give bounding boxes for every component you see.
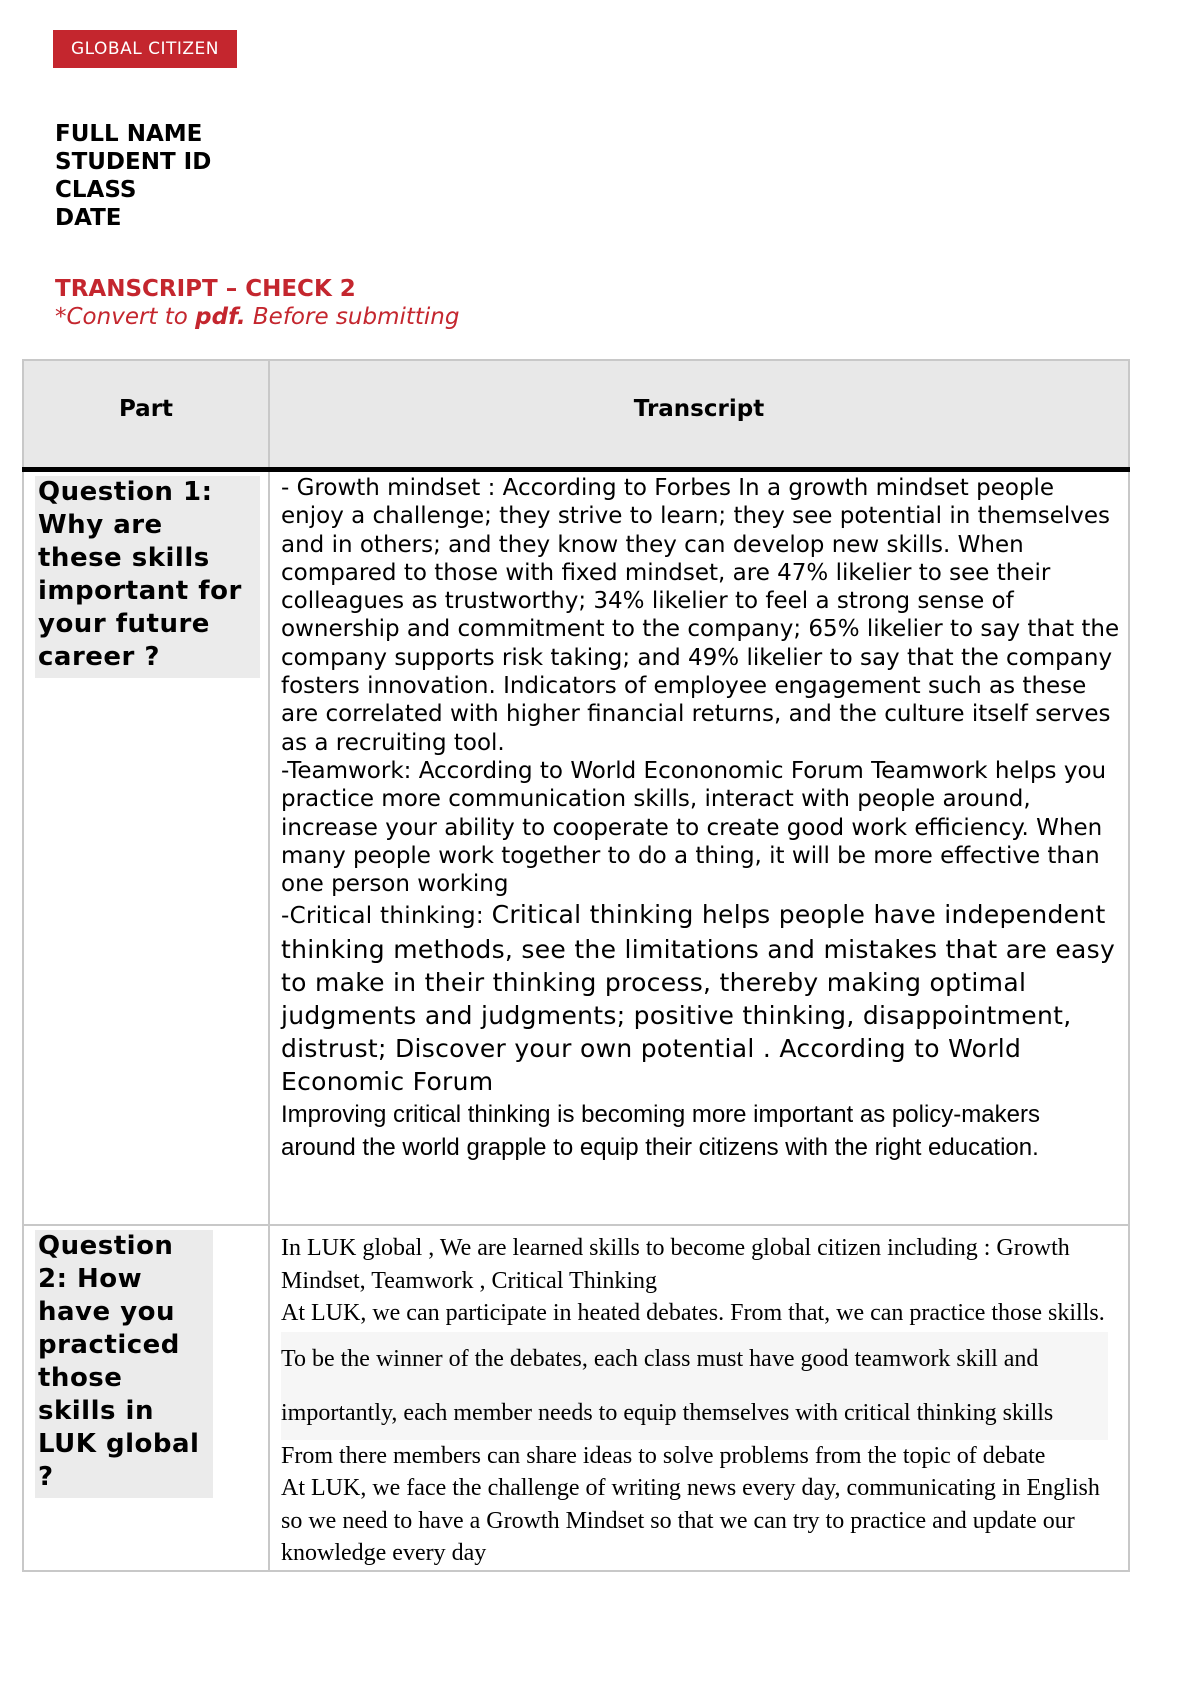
submission-note xyxy=(55,303,459,331)
part-column-header: Part xyxy=(23,360,269,470)
question-2-text: Question 2: How have you practiced those skills in LUK global ? xyxy=(35,1230,213,1498)
answer-2-cell xyxy=(269,1225,1129,1571)
note-bold: pdf. xyxy=(195,304,246,330)
answer-2-paragraph-1: In LUK global , We are learned skills to become global citizen including : Growth Mindset, Teamwork , Critical Thinking xyxy=(281,1235,1070,1294)
question-1-cell xyxy=(23,470,269,1226)
table-row-question-1 xyxy=(23,470,1129,1226)
transcript-table xyxy=(22,359,1130,1572)
answer-1-critical-thinking xyxy=(281,898,1120,1098)
note-prefix: *Convert to xyxy=(55,304,196,330)
answer-1-cell xyxy=(269,470,1129,1226)
question-2-cell xyxy=(23,1225,269,1571)
class-label: CLASS xyxy=(55,177,137,203)
answer-1-teamwork: -Teamwork: According to World Econonomic Forum Teamwork helps you practice more communication skills, interact with people around, increase your ability to cooperate to create good work efficiency. When many people work together to do a thing, it will be more effective than one person working xyxy=(281,757,1107,898)
answer-2-paragraph-5: At LUK, we face the challenge of writing news every day, communicating in English so we need to have a Growth Mindset so that we can try to practice and update our knowledge every day xyxy=(281,1475,1100,1566)
critical-thinking-label: -Critical thinking: xyxy=(281,903,492,930)
global-citizen-logo xyxy=(53,30,237,68)
note-suffix: Before submitting xyxy=(245,304,460,330)
critical-thinking-body: Critical thinking helps people have independent thinking methods, see the limitations and mistakes that are easy to make in their thinking process, thereby making optimal judgments and judgments; positive thinking, disappointment, distrust; Discover your own potential . According to World Economic Forum xyxy=(281,900,1116,1097)
answer-2-paragraph-2: At LUK, we can participate in heated debates. From that, we can practice those skills. xyxy=(281,1300,1105,1326)
transcript-column-header: Transcript xyxy=(269,360,1129,470)
document-heading xyxy=(55,275,459,331)
answer-2-paragraph-4: From there members can share ideas to solve problems from the topic of debate xyxy=(281,1442,1046,1469)
answer-1-growth-mindset: - Growth mindset : According to Forbes In a growth mindset people enjoy a challenge; they strive to learn; they see potential in themselves and in others; and they know they can develop new skills. When compared to those with fixed mindset, are 47% likelier to see their colleagues as trustworthy; 34% likelier to feel a strong sense of ownership and commitment to the company; 65% likelier to say that the company supports risk taking; and 49% likelier to say that the company fosters innovation. Indicators of employee engagement such as these are correlated with higher financial returns, and the culture itself serves as a recruiting tool. xyxy=(281,475,1120,756)
document-title: TRANSCRIPT – CHECK 2 xyxy=(55,276,356,302)
table-header-row xyxy=(23,360,1129,470)
logo-text: GLOBAL CITIZEN xyxy=(71,39,219,59)
table-row-question-2 xyxy=(23,1225,1129,1571)
answer-2-paragraph-3: To be the winner of the debates, each class must have good teamwork skill and importantly, each member needs to equip themselves with critical thinking skills xyxy=(281,1332,1108,1440)
student-id-label: STUDENT ID xyxy=(55,149,212,175)
full-name-label: FULL NAME xyxy=(55,121,203,147)
answer-1-wef-quote: Improving critical thinking is becoming more important as policy-makers around the world grapple to equip their citizens with the right education. xyxy=(281,1101,1040,1162)
student-info-block xyxy=(55,120,211,232)
question-1-text: Question 1: Why are these skills important for your future career ? xyxy=(35,476,260,678)
date-label: DATE xyxy=(55,205,122,231)
